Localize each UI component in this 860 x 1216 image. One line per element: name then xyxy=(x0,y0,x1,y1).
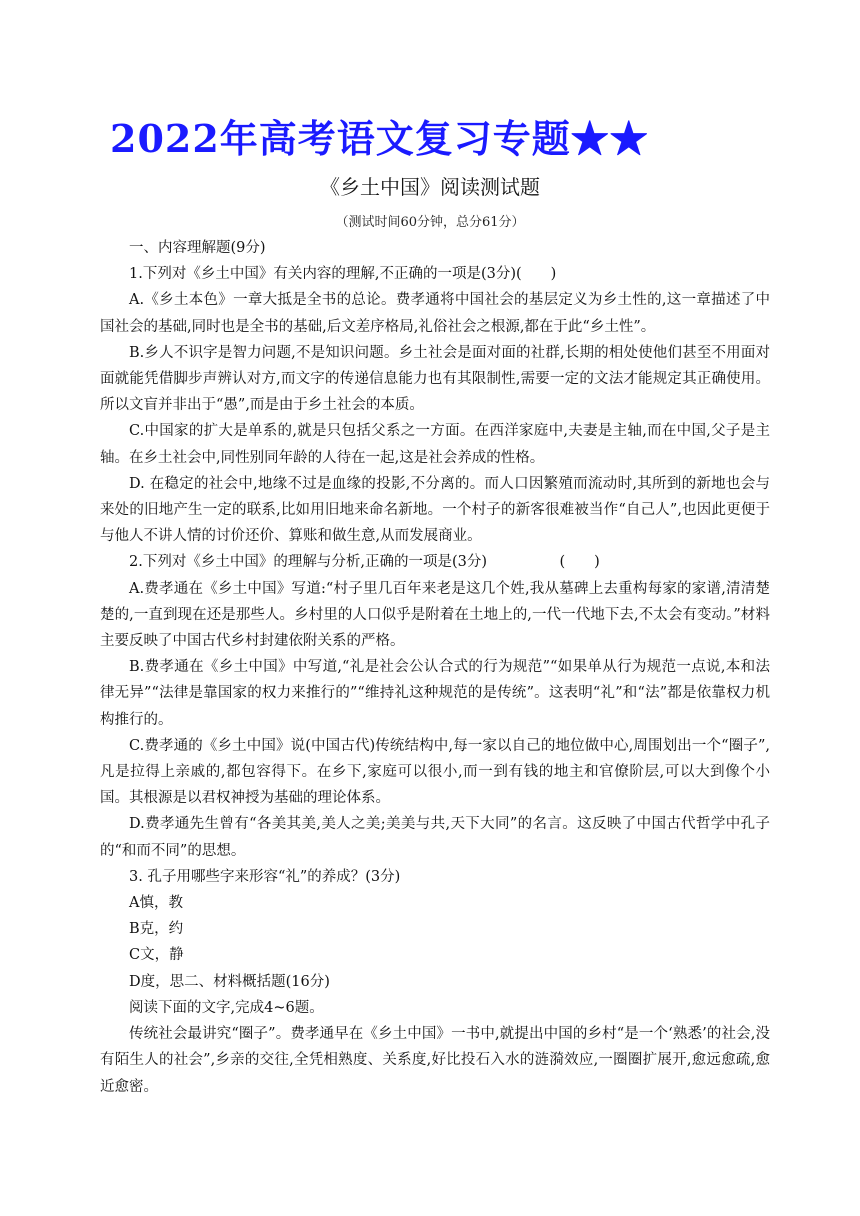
question-3-option-a: A慎，教 xyxy=(129,895,183,912)
question-1-option-a: A.《乡土本色》一章大抵是全书的总论。费孝通将中国社会的基层定义为乡土性的,这一章描述了中国社会的基础,同时也是全书的基础,后文差序格局,礼俗社会之根源,都在于此“乡土性”。 xyxy=(100,292,770,335)
question-2-option-b: B.费孝通在《乡土中国》中写道,“礼是社会公认合式的行为规范”“如果单从行为规范一点说,本和法律无异”“法律是靠国家的权力来推行的”“维持礼这种规范的是传统”。这表明“礼”和“法”都是依靠权力机构推行的。 xyxy=(100,659,770,728)
question-1-option-b: B.乡人不识字是智力问题,不是知识问题。乡土社会是面对面的社群,长期的相处使他们甚至不用面对面就能凭借脚步声辨认对方,而文字的传递信息能力也有其限制性,需要一定的文法才能规定其正确使用。所以文盲并非出于“愚”,而是由于乡土社会的本质。 xyxy=(100,344,770,414)
question-2: 2.下列对《乡土中国》的理解与分析,正确的一项是(3分) ( ) xyxy=(129,554,600,571)
document-body xyxy=(100,235,770,1100)
reading-instruction: 阅读下面的文字,完成4~6题。 xyxy=(129,999,324,1016)
question-2-option-c: C.费孝通的《乡土中国》说(中国古代)传统结构中,每一家以自己的地位做中心,周围划出一个“圈子”,凡是拉得上亲戚的,都包容得下。在乡下,家庭可以很小,而一到有钱的地主和官僚阶层,可以大到像个小国。其根源是以君权神授为基础的理论体系。 xyxy=(100,737,770,807)
question-3: 3. 孔子用哪些字来形容“礼”的养成？(3分) xyxy=(129,868,401,885)
reading-passage: 传统社会最讲究“圈子”。费孝通早在《乡土中国》一书中,就提出中国的乡村“是一个‘熟悉’的社会,没有陌生人的社会”,乡亲的交往,全凭相熟度、关系度,好比投石入水的涟漪效应,一圈圈扩展开,愈远愈疏,愈近愈密。 xyxy=(100,1026,770,1095)
document-title: 《乡土中国》阅读测试题 xyxy=(320,175,540,199)
banner-title: 2022年高考语文复习专题★★ xyxy=(110,116,649,161)
section-heading-1: 一、内容理解题(9分) xyxy=(129,240,266,256)
question-2-option-a: A.费孝通在《乡土中国》写道:“村子里几百年来老是这几个姓,我从墓碑上去重构每家的家谱,清清楚楚的,一直到现在还是那些人。乡村里的人口似乎是附着在土地上的,一代一代地下去,不太会有变动。”材料主要反映了中国古代乡村封建依附关系的严格。 xyxy=(100,580,770,650)
question-3-option-b: B克，约 xyxy=(129,921,184,938)
question-2-option-d: D.费孝通先生曾有“各美其美,美人之美;美美与共,天下大同”的名言。这反映了中国古代哲学中孔子的“和而不同”的思想。 xyxy=(100,816,770,859)
question-1-option-d: D. 在稳定的社会中,地缘不过是血缘的投影,不分离的。而人口因繁殖而流动时,其所到的新地也会与来处的旧地产生一定的联系,比如用旧地来命名新地。一个村子的新客很难被当作“自己人”,也因此更便于与他人不讲人情的讨价还价、算账和做生意,从而发展商业。 xyxy=(100,475,770,545)
question-1-option-c: C.中国家的扩大是单系的,就是只包括父系之一方面。在西洋家庭中,夫妻是主轴,而在中国,父子是主轴。在乡土社会中,同性别同年龄的人待在一起,这是社会养成的性格。 xyxy=(100,423,770,466)
question-1: 1.下列对《乡土中国》有关内容的理解,不正确的一项是(3分)( ) xyxy=(129,266,557,283)
document-subtitle: （测试时间60分钟，总分61分） xyxy=(335,215,525,230)
question-3-option-c: C文，静 xyxy=(129,947,184,964)
question-3-option-d: D度，思二、材料概括题(16分) xyxy=(129,973,330,990)
